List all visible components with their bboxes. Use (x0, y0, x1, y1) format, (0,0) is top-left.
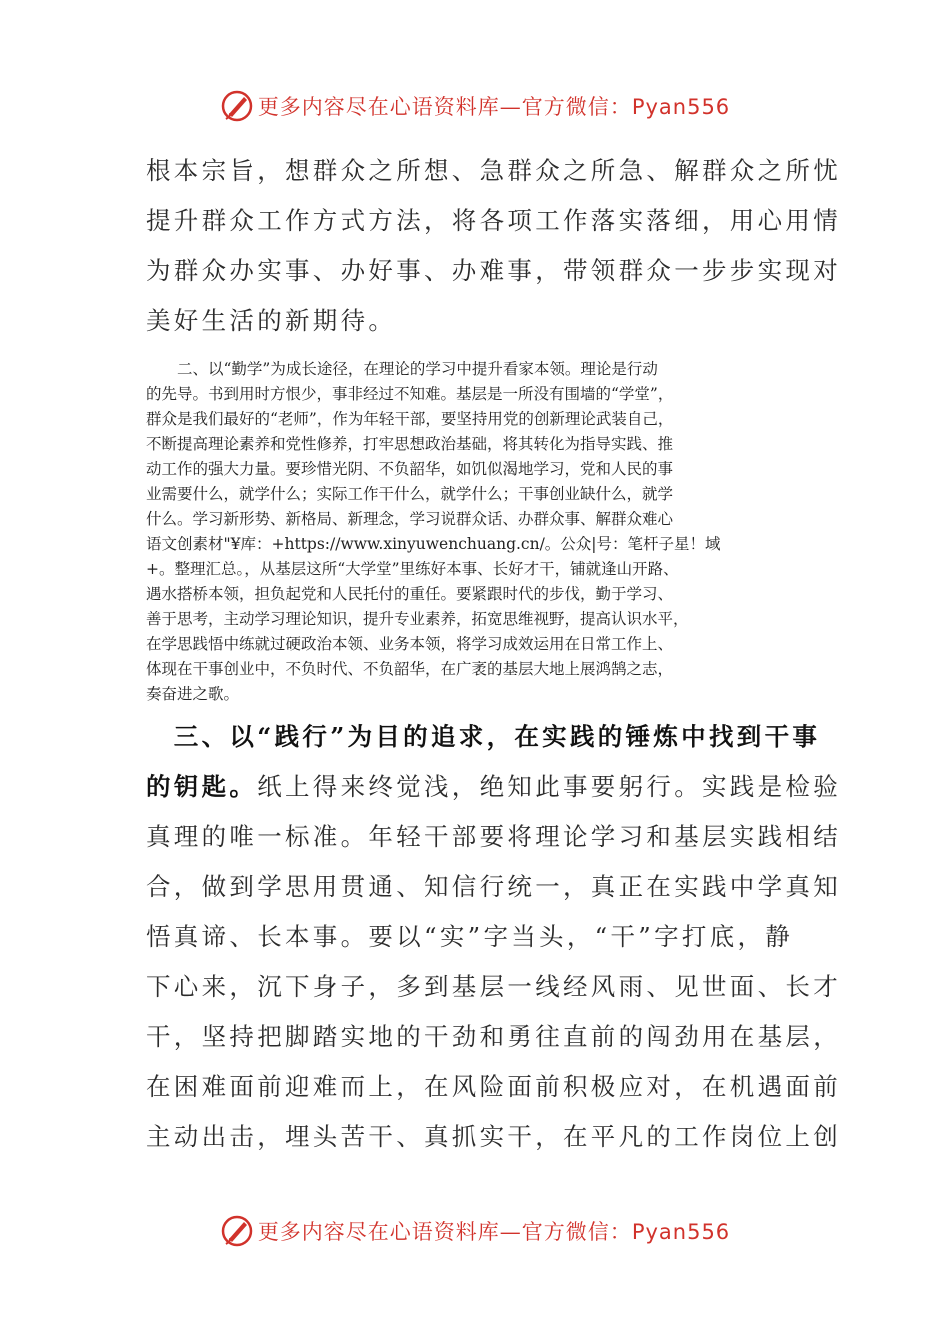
header-banner (0, 84, 950, 128)
text-line: 语文创素材"¥库：+https://www.xinyuwenchuang.cn/。公众|号：笔杆子星！域 (146, 535, 721, 553)
text-line (146, 768, 842, 803)
pen-logo-icon (220, 1214, 254, 1248)
text-line: 动工作的强大力量。要珍惜光阴、不负韶华，如饥似渴地学习，党和人民的事 (146, 460, 674, 478)
text-line-rest: 纸上得来终觉浅，绝知此事要躬行。实践是检验 (257, 772, 842, 801)
text-line: 在困难面前迎难而上，在风险面前积极应对，在机遇面前 (146, 1072, 841, 1101)
banner-text: 更多内容尽在心语资料库—官方微信：Pyan556 (257, 1220, 731, 1244)
text-line: 什么。学习新形势、新格局、新理念，学习说群众话、办群众事、解群众难心 (146, 510, 674, 528)
text-line: 真理的唯一标准。年轻干部要将理论学习和基层实践相结 (146, 822, 841, 851)
text-line: 为群众办实事、办好事、办难事，带领群众一步步实现对 (146, 256, 841, 285)
text-line: 下心来，沉下身子，多到基层一线经风雨、见世面、长才 (146, 972, 841, 1001)
text-line: 干，坚持把脚踏实地的干劲和勇往直前的闯劲用在基层， (146, 1022, 841, 1051)
footer-banner (0, 1209, 950, 1253)
text-line: 体现在干事创业中，不负时代、不负韶华，在广袤的基层大地上展鸿鹄之志， (146, 660, 674, 678)
text-line: 业需要什么，就学什么；实际工作干什么，就学什么；干事创业缺什么，就学 (146, 485, 674, 503)
text-line: 不断提高理论素养和党性修养，打牢思想政治基础，将其转化为指导实践、推 (146, 435, 674, 453)
text-line: 悟真谛、长本事。要以“实”字当头，“干”字打底，静 (146, 922, 794, 951)
text-line: 合，做到学思用贯通、知信行统一，真正在实践中学真知 (146, 872, 841, 901)
pen-logo-icon (220, 89, 254, 123)
text-line: 二、以“勤学”为成长途径，在理论的学习中提升看家本领。理论是行动 (146, 360, 658, 378)
text-line: 奏奋进之歌。 (146, 685, 240, 703)
text-line: 善于思考，主动学习理论知识，提升专业素养，拓宽思维视野，提高认识水平， (146, 610, 689, 628)
text-line: 的先导。书到用时方恨少，事非经过不知难。基层是一所没有围墙的“学堂”， (146, 385, 674, 403)
text-line: 遇水搭桥本领，担负起党和人民托付的重任。要紧跟时代的步伐，勤于学习、 (146, 585, 674, 603)
text-line: 根本宗旨，想群众之所想、急群众之所急、解群众之所忧 (146, 156, 841, 185)
text-line: 提升群众工作方式方法，将各项工作落实落细，用心用情 (146, 206, 841, 235)
text-line: 主动出击，埋头苦干、真抓实干，在平凡的工作岗位上创 (146, 1122, 841, 1151)
text-line: +。整理汇总。，从基层这所“大学堂”里练好本事、长好才干，铺就逢山开路、 (146, 560, 679, 578)
banner-text: 更多内容尽在心语资料库—官方微信：Pyan556 (257, 95, 731, 119)
text-line: 美好生活的新期待。 (146, 306, 397, 335)
section-heading-end: 的钥匙。 (146, 772, 258, 801)
section-heading: 三、以“践行”为目的追求，在实践的锤炼中找到干事 (146, 722, 821, 751)
text-line: 在学思践悟中练就过硬政治本领、业务本领，将学习成效运用在日常工作上、 (146, 635, 674, 653)
text-line: 群众是我们最好的“老师”，作为年轻干部，要坚持用党的创新理论武装自己， (146, 410, 674, 428)
